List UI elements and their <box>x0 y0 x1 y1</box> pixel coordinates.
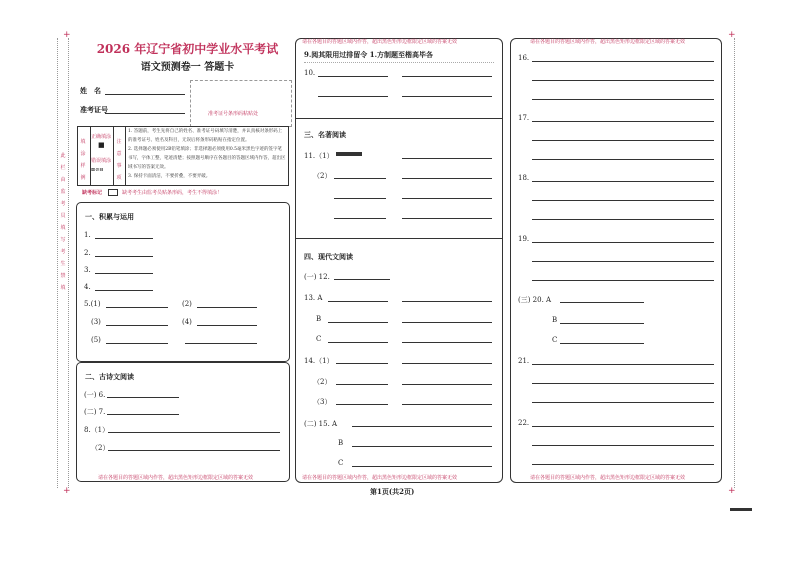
notes-heading: 注意事项 <box>116 139 122 181</box>
q11-2-answer-line-1[interactable] <box>334 178 386 179</box>
q4-label: 4. <box>84 283 91 291</box>
section-1-box <box>76 202 290 362</box>
q11-2-answer-line-2[interactable] <box>402 178 492 179</box>
q11-2-answer-line-6[interactable] <box>402 218 492 219</box>
section-3-title: 三、名著阅读 <box>304 130 346 139</box>
instruction-2: 2. 选择题必须使用2B铅笔填涂；非选择题必须使用0.5毫米黑色字迹的签字笔书写，字体工整，笔迹清楚；按照题号顺序在各题目的答题区域内作答，超出区域书写的答案无效。 <box>128 147 286 170</box>
q4-answer-line[interactable] <box>95 290 153 291</box>
q5-5-answer-line[interactable] <box>106 343 168 344</box>
q2-label: 2. <box>84 249 91 257</box>
q11-1-label: 11.（1） <box>304 152 334 160</box>
section-1-title: 一、积累与运用 <box>85 212 134 221</box>
q6-answer-line[interactable] <box>107 397 179 398</box>
q10-answer-line-2[interactable] <box>402 76 492 77</box>
q8-2-answer-line[interactable] <box>108 450 280 451</box>
q13-b-answer-line-1[interactable] <box>328 322 388 323</box>
q10-answer-line-4[interactable] <box>402 96 492 97</box>
q1-label: 1. <box>84 231 91 239</box>
absent-mark-note: 缺考考生由监考员贴条形码，考生不得填涂！ <box>122 190 223 196</box>
q5-6-answer-line[interactable] <box>185 343 257 344</box>
section-divider <box>296 118 502 119</box>
q11-2-label: （2） <box>313 172 332 180</box>
left-vertical-text: 此栏由监考员填写 考生禁填 <box>60 153 66 291</box>
margin-dotted-line <box>734 38 735 488</box>
q5-5-label: (5) <box>91 336 101 344</box>
instruction-box-divider <box>125 126 126 186</box>
q8-2-label: （2） <box>91 444 110 452</box>
q19-answer-line-1[interactable] <box>532 242 714 243</box>
q11-1-answer-line[interactable] <box>402 158 492 159</box>
q22-answer-line-1[interactable] <box>532 426 714 427</box>
q21-answer-line-2[interactable] <box>532 383 714 384</box>
q14-3-label: （3） <box>313 398 332 406</box>
q5-2-answer-line[interactable] <box>197 307 257 308</box>
instruction-3: 3. 保持卡面清洁，不要折叠，不要弄破。 <box>128 174 211 179</box>
q13-c-answer-line-2[interactable] <box>402 342 492 343</box>
q16-label: 16. <box>518 54 530 62</box>
q19-answer-line-2[interactable] <box>532 261 714 262</box>
q3-label: 3. <box>84 266 91 274</box>
q7-label: (二) 7. <box>84 408 106 416</box>
q7-answer-line[interactable] <box>107 414 179 415</box>
q13-b-label: B <box>316 315 322 323</box>
margin-dotted-line <box>68 38 69 488</box>
q15-c-label: C <box>338 459 344 467</box>
q12-answer-line[interactable] <box>334 279 390 280</box>
correct-fill-label: 正确填涂 <box>91 134 112 140</box>
q5-3-answer-line[interactable] <box>106 325 168 326</box>
section-4-title: 四、现代文阅读 <box>304 252 353 261</box>
q13-a-answer-line-2[interactable] <box>402 301 492 302</box>
q13-a-label: 13. A <box>304 294 323 302</box>
q18-answer-line-1[interactable] <box>532 181 714 182</box>
q5-4-label: (4) <box>182 318 192 326</box>
absent-mark-label: 缺考标记 <box>82 190 103 196</box>
q13-c-answer-line-1[interactable] <box>328 342 388 343</box>
q15-b-label: B <box>338 439 344 447</box>
middle-top-note: 请在各题目的答题区域内作答，超出黑色矩形边框限定区域的答案无效 <box>302 39 458 45</box>
q19-answer-line-3[interactable] <box>532 280 714 281</box>
q2-answer-line[interactable] <box>95 256 153 257</box>
q8-1-answer-line[interactable] <box>108 432 280 433</box>
q11-2-answer-line-5[interactable] <box>334 218 386 219</box>
wrong-fill-label: 错误填涂 <box>91 158 112 164</box>
q9-label: 9.阅其限用过排留令 1.方制题至楷高毕各 <box>304 50 434 59</box>
q8-1-label: 8.（1） <box>84 426 110 434</box>
q20-c-label: C <box>552 336 558 344</box>
q5-1-answer-line[interactable] <box>106 307 168 308</box>
q13-a-answer-line-1[interactable] <box>328 301 388 302</box>
timing-mark <box>730 508 752 511</box>
q13-c-label: C <box>316 335 322 343</box>
q18-answer-line-3[interactable] <box>532 219 714 220</box>
q13-b-answer-line-2[interactable] <box>402 322 492 323</box>
q14-1-answer-line-2[interactable] <box>402 363 492 364</box>
q22-label: 22. <box>518 419 530 427</box>
q20-b-label: B <box>552 316 558 324</box>
q10-label: 10. <box>304 69 316 77</box>
correct-fill-example: ■ <box>98 141 105 149</box>
q21-answer-line-1[interactable] <box>532 364 714 365</box>
q16-answer-line-1[interactable] <box>532 61 714 62</box>
q3-answer-line[interactable] <box>95 273 153 274</box>
q22-answer-line-3[interactable] <box>532 464 714 465</box>
margin-dotted-line <box>57 38 58 488</box>
card-title: 2026 年辽宁省初中学业水平考试 <box>96 42 279 56</box>
q14-2-label: （2） <box>313 378 332 386</box>
q20-a-label: (三) 20. A <box>518 296 552 304</box>
instruction-text <box>128 127 286 181</box>
q20-a-answer-line[interactable] <box>560 302 644 303</box>
q17-answer-line-1[interactable] <box>532 121 714 122</box>
q14-2-answer-line-1[interactable] <box>336 384 388 385</box>
q16-answer-line-3[interactable] <box>532 99 714 100</box>
q22-answer-line-2[interactable] <box>532 445 714 446</box>
q21-answer-line-3[interactable] <box>532 402 714 403</box>
section-2-title: 二、古诗文阅读 <box>85 372 134 381</box>
q21-label: 21. <box>518 357 530 365</box>
q15-b-answer-line[interactable] <box>352 446 492 447</box>
q6-label: (一) 6. <box>84 391 106 399</box>
barcode-note: 准考证号条形码粘贴处 <box>208 111 259 117</box>
q17-answer-line-3[interactable] <box>532 159 714 160</box>
q1-answer-line[interactable] <box>95 238 153 239</box>
q17-answer-line-2[interactable] <box>532 140 714 141</box>
q10-answer-line-3[interactable] <box>318 96 388 97</box>
q16-answer-line-2[interactable] <box>532 80 714 81</box>
q14-1-label: 14.（1） <box>304 357 334 365</box>
q20-c-answer-line[interactable] <box>560 343 644 344</box>
name-label: 姓 名 <box>80 86 101 95</box>
q18-answer-line-2[interactable] <box>532 200 714 201</box>
card-subtitle: 语文预测卷一 答题卡 <box>140 62 235 73</box>
crop-mark-icon: + <box>63 486 71 496</box>
q15-a-answer-line[interactable] <box>352 426 492 427</box>
q11-filled-mark <box>336 152 362 156</box>
q5-4-answer-line[interactable] <box>197 325 257 326</box>
q18-label: 18. <box>518 174 530 182</box>
q20-b-answer-line[interactable] <box>560 323 644 324</box>
q14-2-answer-line-2[interactable] <box>402 384 492 385</box>
q5-2-label: (2) <box>182 300 192 308</box>
q14-3-answer-line-1[interactable] <box>336 404 388 405</box>
q12-label: (一) 12. <box>304 273 330 281</box>
q17-label: 17. <box>518 114 530 122</box>
fill-sample-heading: 填涂样例 <box>80 139 86 181</box>
q15-c-answer-line[interactable] <box>352 466 492 467</box>
instruction-box-divider <box>113 126 114 186</box>
right-top-note: 请在各题目的答题区域内作答，超出黑色矩形边框限定区域的答案无效 <box>530 39 686 45</box>
right-bottom-note: 请在各题目的答题区域内作答，超出黑色矩形边框限定区域的答案无效 <box>530 475 686 481</box>
wrong-fill-example: ⊠⊘⊟ <box>91 167 104 173</box>
q14-1-answer-line-1[interactable] <box>336 363 388 364</box>
q15-a-label: (二) 15. A <box>304 420 338 428</box>
footer-left-note: 请在各题目的答题区域内作答，超出黑色矩形边框限定区域的答案无效 <box>98 475 254 481</box>
q10-answer-line-1[interactable] <box>318 76 388 77</box>
q14-3-answer-line-2[interactable] <box>402 404 492 405</box>
q5-1-label: 5.(1) <box>84 300 101 308</box>
instruction-1: 1. 答题前，考生先将自己的姓名、准考证号码填写清楚，并认真核对条形码上的准考证号、姓名及科目，无误后将条形码粘贴在指定位置。 <box>128 129 283 143</box>
crop-mark-icon: + <box>728 486 736 496</box>
barcode-area <box>190 80 292 127</box>
middle-bottom-note: 请在各题目的答题区域内作答，超出黑色矩形边框限定区域的答案无效 <box>302 475 458 481</box>
q11-2-answer-line-3[interactable] <box>334 198 386 199</box>
absent-mark-box[interactable] <box>108 189 118 196</box>
q19-label: 19. <box>518 235 530 243</box>
crop-mark-icon: + <box>63 30 71 40</box>
crop-mark-icon: + <box>728 30 736 40</box>
name-field[interactable] <box>105 94 185 95</box>
exam-number-field[interactable] <box>105 113 185 114</box>
dotted-line <box>304 62 494 63</box>
exam-number-label: 准考证号 <box>80 105 108 114</box>
q5-3-label: (3) <box>91 318 101 326</box>
q11-2-answer-line-4[interactable] <box>402 198 492 199</box>
section-divider <box>296 238 502 239</box>
page-number: 第1页(共2页) <box>370 487 415 496</box>
